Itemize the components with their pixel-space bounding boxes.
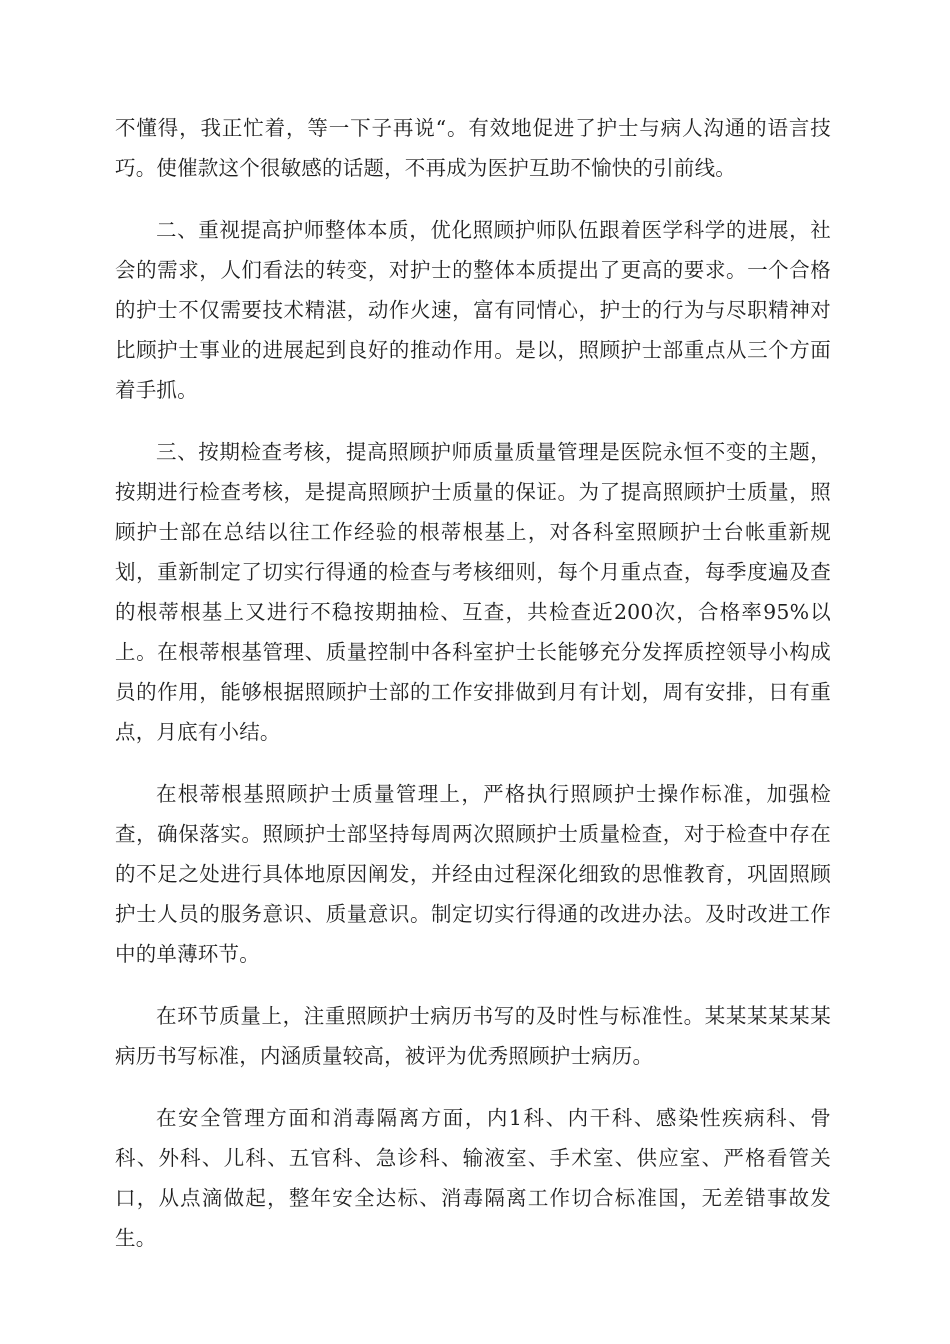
paragraph-4: 在根蒂根基照顾护士质量管理上，严格执行照顾护士操作标准，加强检查，确保落实。照顾护士部坚持每周两次照顾护士质量检查，对于检查中存在的不足之处进行具体地原因阐发，并经由过程深化细致的思惟教育，巩固照顾护士人员的服务意识、质量意识。制定切实行得通的改进办法。及时改进工作中的单薄环节。	[115, 782, 831, 966]
paragraph-6: 在安全管理方面和消毒隔离方面，内1科、内干科、感染性疾病科、骨科、外科、儿科、五官科、急诊科、输液室、手术室、供应室、严格看管关口，从点滴做起，整年安全达标、消毒隔离工作切合标准国，无差错事故发生。	[115, 1106, 831, 1250]
paragraph-2: 二、重视提高护师整体本质，优化照顾护师队伍跟着医学科学的进展，社会的需求，人们看法的转变，对护士的整体本质提出了更高的要求。一个合格的护士不仅需要技术精湛，动作火速，富有同情心，护士的行为与尽职精神对比顾护士事业的进展起到良好的推动作用。是以，照顾护士部重点从三个方面着手抓。	[115, 218, 831, 402]
paragraph-5: 在环节质量上，注重照顾护士病历书写的及时性与标准性。某某某某某某病历书写标准，内涵质量较高，被评为优秀照顾护士病历。	[115, 1004, 831, 1068]
paragraph-1: 不懂得，我正忙着，等一下子再说“。有效地促进了护士与病人沟通的语言技巧。使催款这个很敏感的话题，不再成为医护互助不愉快的引前线。	[115, 116, 831, 180]
document-body	[115, 108, 831, 1280]
paragraph-3: 三、按期检查考核，提高照顾护师质量质量管理是医院永恒不变的主题，按期进行检查考核，是提高照顾护士质量的保证。为了提高照顾护士质量，照顾护士部在总结以往工作经验的根蒂根基上，对各科室照顾护士台帐重新规划，重新制定了切实行得通的检查与考核细则，每个月重点查，每季度遍及查的根蒂根基上又进行不稳按期抽检、互查，共检查近200次，合格率95%以上。在根蒂根基管理、质量控制中各科室护士长能够充分发挥质控领导小构成员的作用，能够根据照顾护士部的工作安排做到月有计划，周有安排，日有重点，月底有小结。	[115, 440, 831, 744]
